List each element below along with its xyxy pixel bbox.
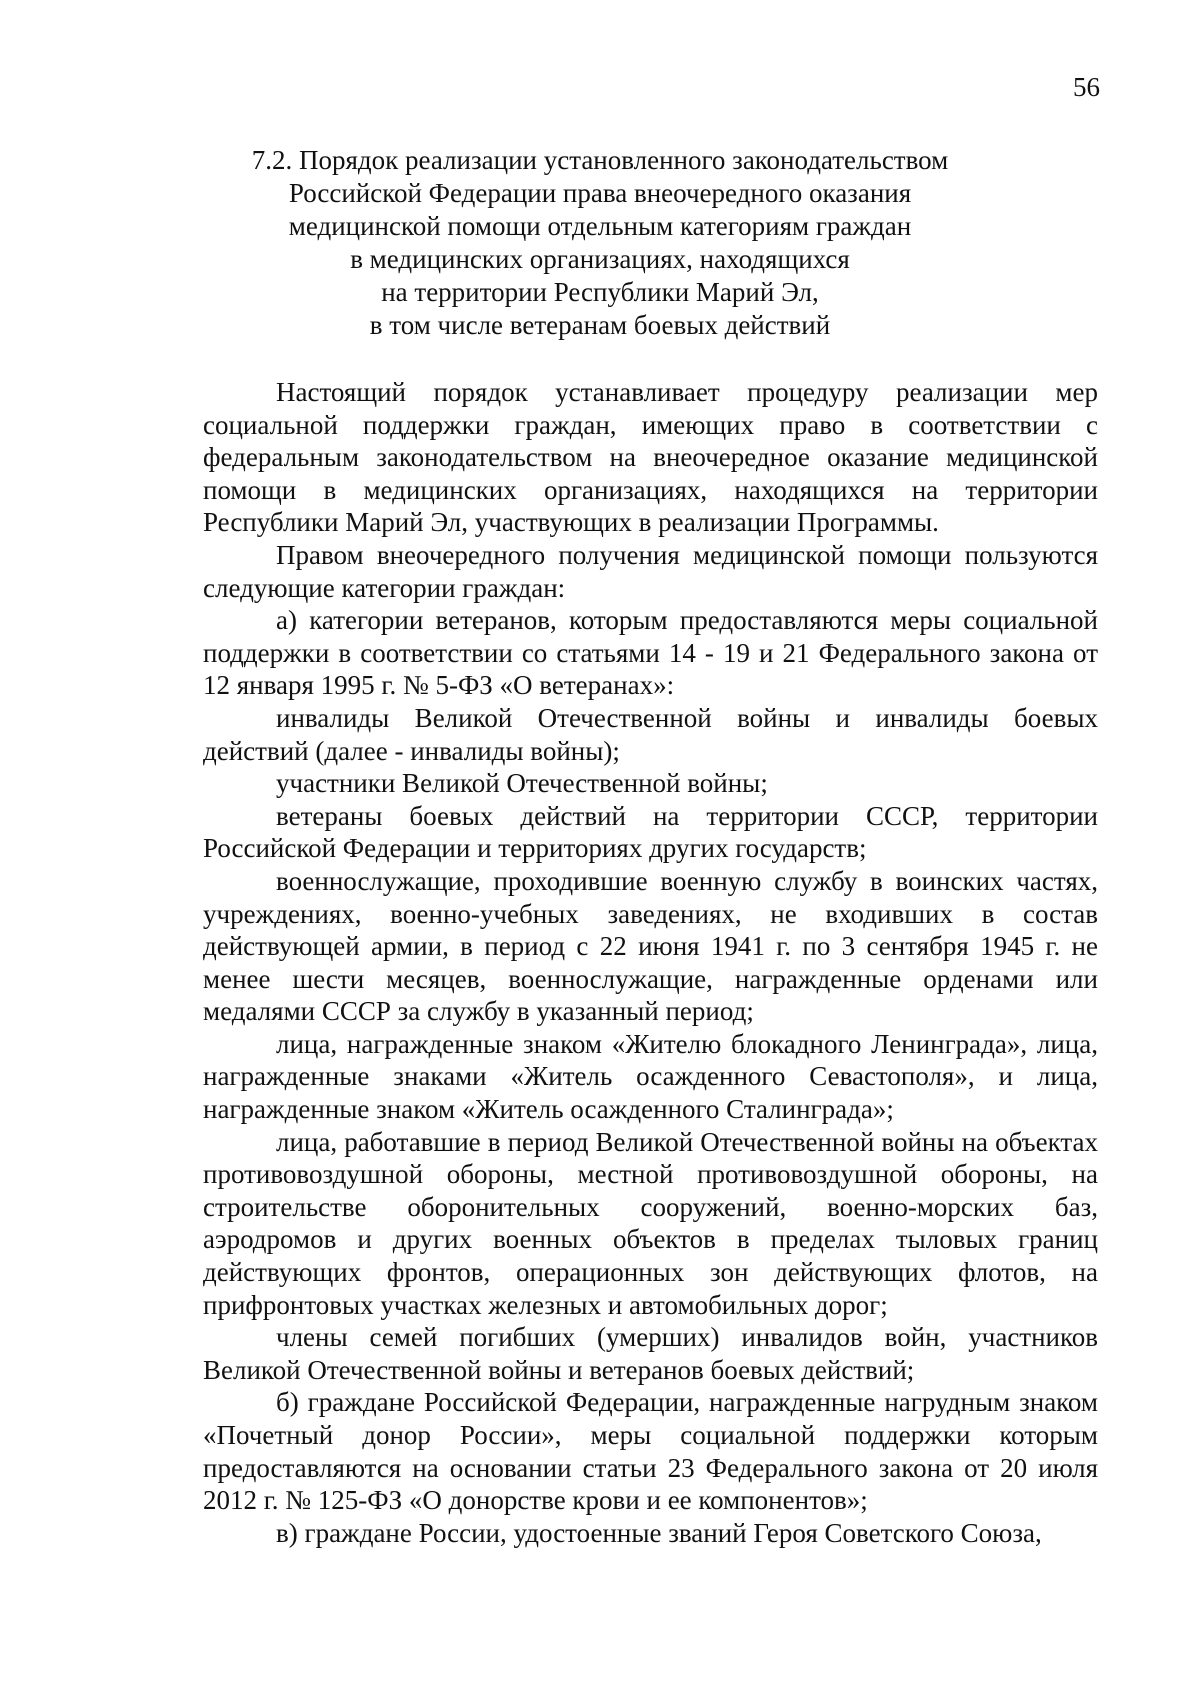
paragraph: в) граждане России, удостоенные званий Героя Советского Союза,	[276, 1517, 1042, 1548]
paragraph: а) категории ветеранов, которым предоставляются меры социальной поддержки в соответствии со статьями 14 - 19 и 21 Федерального закона от 12 января 1995 г. № 5-ФЗ «О ветеранах»:	[203, 605, 1098, 701]
heading-line: 7.2. Порядок реализации установленного законодательством	[251, 145, 949, 175]
section-heading	[160, 144, 1040, 342]
page-number: 56	[1073, 72, 1100, 102]
heading-line: в медицинских организациях, находящихся	[350, 244, 850, 274]
heading-line: Российской Федерации права внеочередного оказания	[288, 178, 912, 208]
paragraph: Правом внеочередного получения медицинской помощи пользуются следующие категории граждан:	[203, 539, 1098, 603]
paragraph: военнослужащие, проходившие военную службу в воинских частях, учреждениях, военно-учебных заведениях, не входивших в состав действующей армии, в период с 22 июня 1941 г. по 3 сентября 1945 г. не менее шести месяцев, военнослужащие, награжденные орденами или медалями СССР за службу в указанный период;	[203, 865, 1098, 1027]
paragraph: ветераны боевых действий на территории СССР, территории Российской Федерации и территориях других государств;	[203, 800, 1098, 864]
paragraph: лица, работавшие в период Великой Отечественной войны на объектах противовоздушной обороны, местной противовоздушной обороны, на строительстве оборонительных сооружений, военно-морских баз, аэродромов и других военных объектов в пределах тыловых границ действующих фронтов, операционных зон действующих флотов, на прифронтовых участках железных и автомобильных дорог;	[203, 1126, 1098, 1320]
document-body	[203, 376, 1098, 1549]
paragraph: инвалиды Великой Отечественной войны и инвалиды боевых действий (далее - инвалиды войны);	[203, 702, 1098, 766]
heading-line: на территории Республики Марий Эл,	[381, 277, 819, 307]
heading-line: в том числе ветеранам боевых действий	[369, 310, 831, 340]
paragraph: б) граждане Российской Федерации, награжденные нагрудным знаком «Почетный донор России», меры социальной поддержки которым предоставляются на основании статьи 23 Федерального закона от 20 июля 2012 г. № 125-ФЗ «О донорстве крови и ее компонентов»;	[203, 1387, 1098, 1516]
paragraph: участники Великой Отечественной войны;	[276, 768, 768, 799]
paragraph: члены семей погибших (умерших) инвалидов войн, участников Великой Отечественной войны и ветеранов боевых действий;	[203, 1322, 1098, 1385]
paragraph: лица, награжденные знаком «Жителю блокадного Ленинграда», лица, награжденные знаками «Житель осажденного Севастополя», и лица, награжденные знаком «Житель осажденного Сталинграда»;	[203, 1028, 1098, 1125]
heading-line: медицинской помощи отдельным категориям граждан	[288, 211, 912, 241]
paragraph: Настоящий порядок устанавливает процедуру реализации мер социальной поддержки граждан, имеющих право в соответствии с федеральным законодательством на внеочередное оказание медицинской помощи в медицинских организациях, находящихся на территории Республики Марий Эл, участвующих в реализации Программы.	[203, 377, 1098, 538]
